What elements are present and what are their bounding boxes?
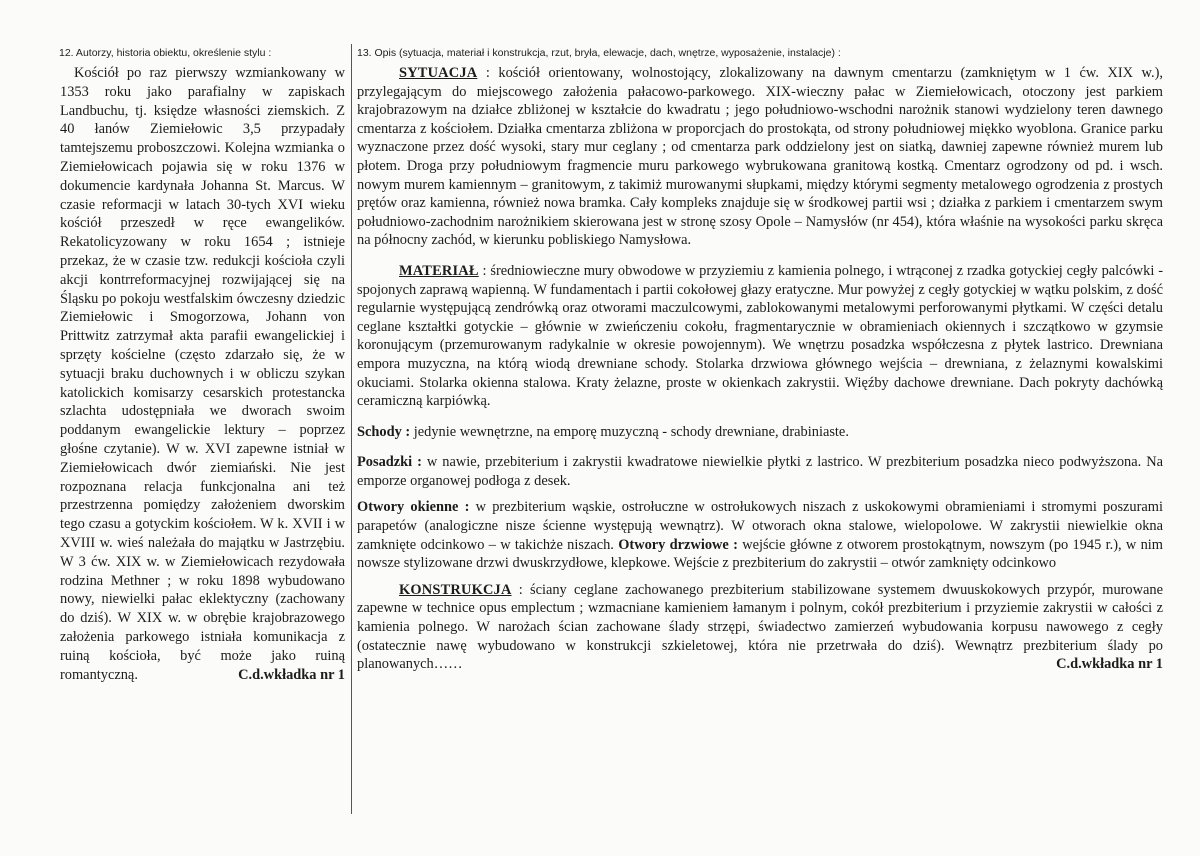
otwory-okienne-label: Otwory okienne : <box>357 499 470 516</box>
description-column <box>357 46 1163 674</box>
konstrukcja-continuation-ref: C.d.wkładka nr 1 <box>1056 656 1163 673</box>
konstrukcja-paragraph <box>357 581 1163 674</box>
konstrukcja-label: KONSTRUKCJA <box>399 581 512 598</box>
material-label: MATERIAŁ <box>399 262 479 279</box>
otwory-paragraph <box>357 498 1163 572</box>
schody-label: Schody : <box>357 423 411 440</box>
sytuacja-label: SYTUACJA <box>399 65 478 81</box>
otwory-drzwiowe-label: Otwory drzwiowe : <box>618 536 738 553</box>
sytuacja-text: : kościół orientowany, wolnostojący, zlokalizowany na dawnym cmentarzu (zamkniętym w 1 ćw. XIX w.), przylegającym do miejscowego założenia pałacowo-parkowego. XIX-wieczny pałac w Ziemiełowicach, otoczony jest parkiem krajobrazowym na działce zbliżonej w kształcie do kwadratu ; jego południowo-wschodni narożnik stanowi wydzielony teren dawnego cmentarza z kościołem. Działka cmentarza zbliżona w proporcjach do prostokąta, od strony południowej miękko wyoblona. Granice parku wyznaczone przez dość wysoki, stary mur ceglany ; od cmentarza park oddzielony jest on siatką, dawniej zapewne również murem lub płotem. Droga przy południowym fragmencie muru parkowego wybrukowana granitową kostką. Cmentarz ogrodzony od pd. i wsch. nowym murem kamiennym – granitowym, z takimiż murowanymi słupkami, między którymi segmenty metalowego ogrodzenia z prostych prętów oraz kamienna, również nowa bramka. Cały kompleks znajduje się w środkowej partii wsi ; działka z parkiem i cmentarzem swym południowo-zachodnim narożnikiem skierowana jest w stronę szosy Opole – Namysłów (nr 454), która właśnie na wysokości parku skręca na północny zachód, w kierunku pobliskiego Namysłowa. <box>357 65 1163 249</box>
history-body: Kościół po raz pierwszy wzmiankowany w 1353 roku jako parafialny w zapiskach Landbuchu, tj. księdze własności ziemskich. Z 40 łanów Ziemiełowic 3,5 przypadały tamtejszemu proboszczowi. Kolejna wzmianka o Ziemiełowicach pojawia się w roku 1376 w dokumencie kardynała Johanna St. Marcus. W czasie reformacji w latach 30-tych XVI wieku kościół przeszedł w ręce ewangelików. Rekatolicyzowany w roku 1654 ; istnieje przekaz, że w czasie tzw. redukcji kościoła czyli akcji kontrreformacyjnej rozwijającej się na Śląsku po pokoju westfalskim ówczesny dziedzic Ziemiełowic i Smogorzowa, Johann von Prittwitz zatrzymał akta parafii ewangelickiej i sprzęty kościelne (często zdarzało się, że w sytuacji braku duchownych i w obliczu szykan katolickich komisarzy cesarskich protestancka szlachta udostępniała we dworach swoim poddanym ewangelickie lektury – poprzez głośne czytanie). W w. XVI zapewne istniał w Ziemiełowicach dwór ziemiański. Nie jest rozpoznana relacja funkcjonalna ani też przestrzenna pomiędzy założeniem dworskim tego czasu a gotyckim kościołem. W k. XVII i w XVIII w. wieś należała do majątku w Jastrzębiu. W 3 ćw. XIX w. w Ziemiełowicach rezydowała rodzina Methner ; w roku 1898 wybudowano nowy, niewielki pałac eklektyczny (zachowany do dziś). W XIX w. w obrębie krajobrazowego założenia parkowego istniała komunikacja z ruiną kościoła, być może jako ruiną romantyczną. <box>60 65 345 683</box>
material-text: : średniowieczne mury obwodowe w przyziemiu z kamienia polnego, i wtrąconej z rzadka gotyckiej cegły palcówki - spojonych zaprawą wapienną. W fundamentach i partii cokołowej głazy eratyczne. Mur powyżej z cegły gotyckiej w wątku polskim, z dość regularnie występującą zendrówką oraz otworami maczulcowymi, zablokowanymi metalowymi perforowanymi płytkami. W części detalu ceglane kształtki gotyckie – głównie w zwieńczeniu cokołu, fragmentarycznie w obramieniach okiennych i szczątkowo w gzymsie koronującym (przemurowanym radykalnie w okresie powojennym). We wnętrzu posadzka współczesna z płytek lastrico. Drewniana empora muzyczna, na którą wiodą drewniane schody. Stolarka drzwiowa głównego wejścia – drewniana, z żelaznymi kowalskimi okuciami. Stolarka okienna stalowa. Kraty żelazne, proste w okienkach zakrystii. Więźby dachowe drewniane. Dach pokryty dachówką ceramiczną karpiówką. <box>357 262 1163 410</box>
schody-paragraph <box>357 423 1163 442</box>
otwory-okienne-text: w prezbiterium wąskie, ostrołuczne w ostrołukowych niszach z uskokowymi obramieniami i stromymi poszurami parapetów (analogiczne nisze ścienne występują wewnątrz). W otworach okna stalowe, wielopolowe. W zakrystii niewielkie okna zamknięte odcinkowo – w takichże niszach. <box>357 499 1163 553</box>
material-paragraph <box>357 262 1163 411</box>
posadzki-label: Posadzki : <box>357 454 422 471</box>
posadzki-paragraph <box>357 453 1163 490</box>
otwory-drzwiowe-text: wejście główne z otworem prostokątnym, nowszym (po 1945 r.), w nim nowsze stylizowane drzwi dwuskrzydłowe, klepkowe. Wejście z prezbiterium do zakrystii – otwór zamknięty odcinkowo <box>357 536 1163 572</box>
history-continuation-ref: C.d.wkładka nr 1 <box>238 666 345 683</box>
column-divider <box>351 44 352 814</box>
sytuacja-paragraph <box>357 64 1163 250</box>
history-text <box>60 64 345 684</box>
history-heading: 12. Autorzy, historia obiektu, określenie stylu : <box>59 47 272 59</box>
posadzki-text: w nawie, przebiterium i zakrystii kwadratowe niewielkie płytki z lastrico. W prezbiterium posadzka nieco podwyższona. Na emporze organowej podłoga z desek. <box>357 454 1163 489</box>
konstrukcja-text: : ściany ceglane zachowanego prezbiterium stabilizowane systemem dwuuskokowych przypór, murowane zapewne w technice opus emplectum ; wzmacniane kamieniem łamanym i polnym, cokół prezbiterium i przyziemie zakrystii w całości z kamienia polnego. W narożach ścian zachowane ślady strzępi, świadectwo zamierzeń wybudowania korpusu nawowego z cegły (ostatecznie nawę wybudowano w konstrukcji szkieletowej, która nie przetrwała do dziś). Wewnątrz prezbiterium ślady po planowanych…… <box>357 581 1163 673</box>
description-heading: 13. Opis (sytuacja, materiał i konstrukcja, rzut, bryła, elewacje, dach, wnętrze, wyposażenie, instalacje) : <box>357 47 841 59</box>
history-column <box>60 46 345 684</box>
schody-text: jedynie wewnętrzne, na emporę muzyczną - schody drewniane, drabiniaste. <box>410 423 849 440</box>
